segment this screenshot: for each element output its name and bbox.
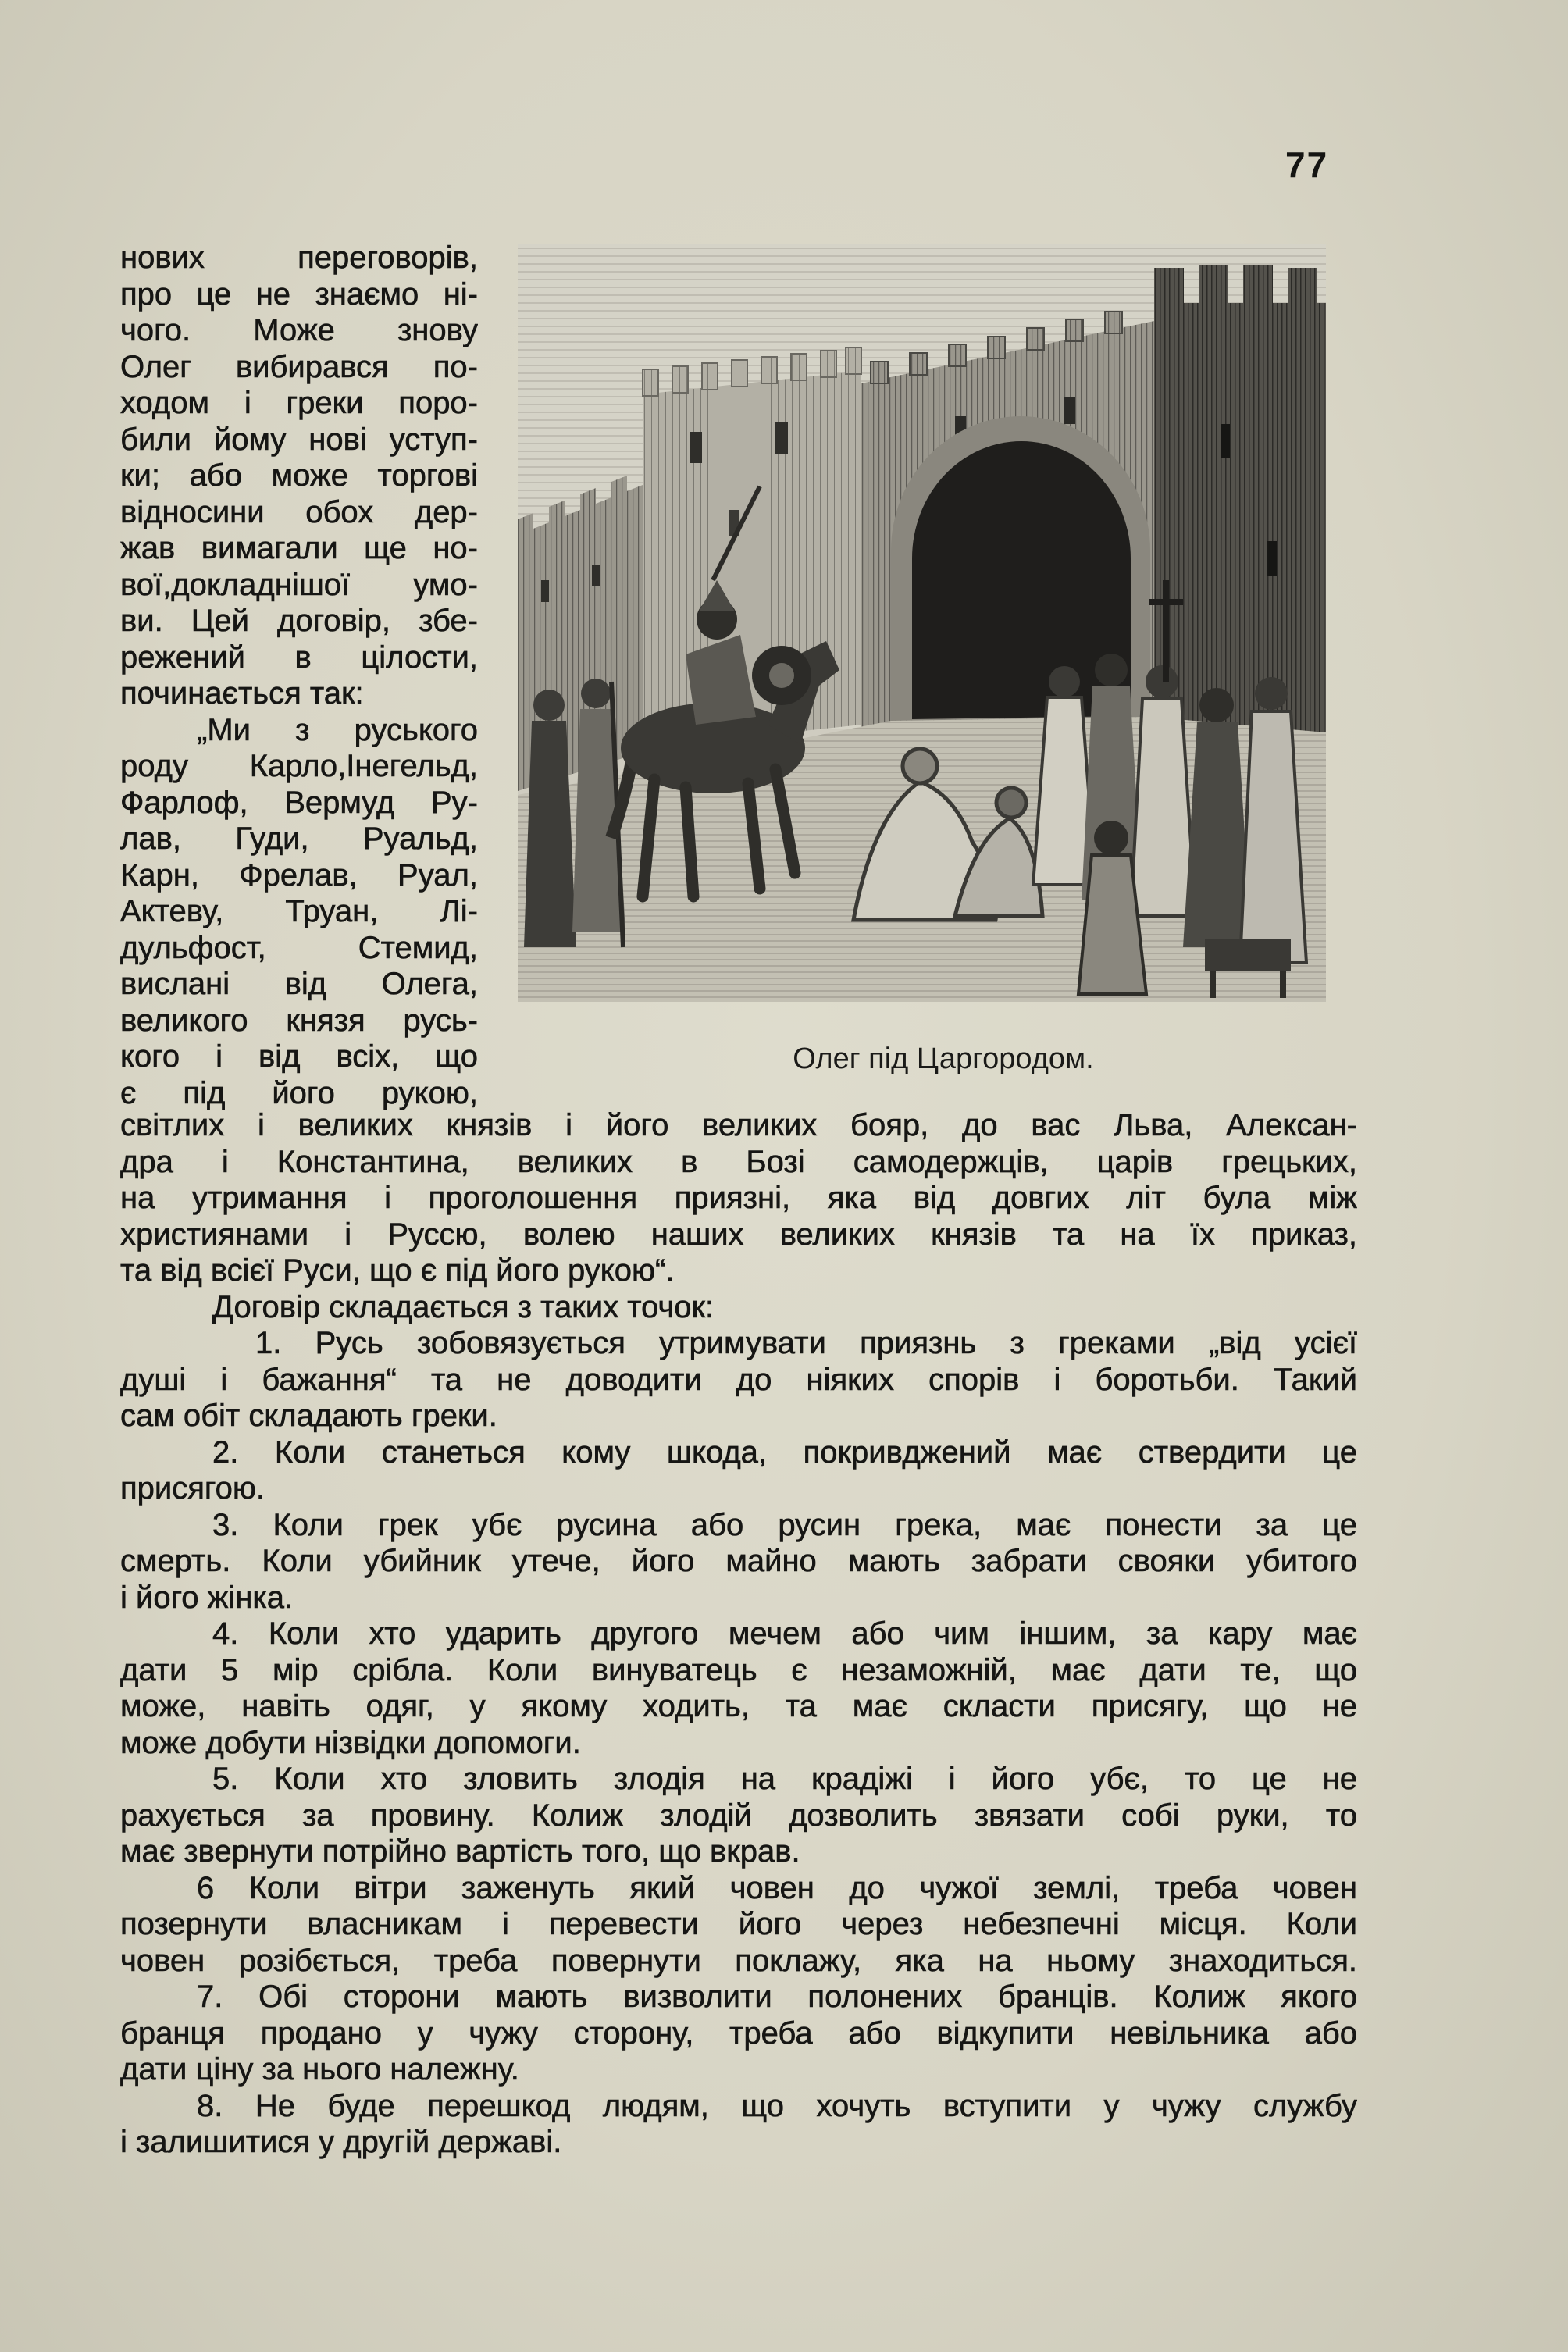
text-line: сам обіт складають греки. [120,1399,497,1433]
body-text [120,1107,1357,2161]
text-line: великого князя русь- [120,1003,478,1038]
text-line: били йому нові уступ- [120,422,478,457]
illustration [518,244,1326,1002]
text-line: та від всієї Руси, що є під його рукою“. [120,1253,675,1288]
text-line: присягою. [120,1471,265,1506]
text-line: відносини обох дер- [120,494,478,529]
text-line: 6 Коли вітри заженуть який човен до чужої землі, треба човен [197,1870,1357,1905]
text-line: 8. Не буде перешкод людям, що хочуть вступити у чужу службу [197,2088,1357,2123]
text-line: рахується за провину. Колиж злодій дозволить звязати собі руки, то [120,1798,1357,1833]
text-line: ходом і греки поро- [120,386,478,420]
text-line: дульфост, Стемид, [120,930,478,965]
text-line: дра і Константина, великих в Бозі самодержців, царів грецьких, [120,1144,1357,1179]
text-line: 2. Коли станеться кому шкода, покривджений має ствердити це [212,1434,1357,1470]
text-line: кого і від всіх, що [120,1039,478,1074]
text-line: має звернути потрійно вартість того, що вкрав. [120,1834,800,1869]
text-line: вислані від Олега, [120,967,478,1001]
text-line: дати ціну за нього належну. [120,2052,519,2087]
text-line: 4. Коли хто ударить другого мечем або чим іншим, за кару має [212,1616,1357,1651]
text-line: Фарлоф, Вермуд Ру- [120,785,478,820]
text-line: 7. Обі сторони мають визволити полонених бранців. Колиж якого [197,1980,1357,2014]
text-line: ки; або може торгові [120,458,478,493]
text-line: 3. Коли грек убє русина або русин грека, має понести за це [212,1507,1357,1542]
page-number: 77 [1285,144,1329,185]
text-line: чого. Може знову [120,313,478,347]
text-line: Олег вибирався по- [120,349,478,384]
text-line: починається так: [120,676,364,711]
text-line: роду Карло,Інегельд, [120,749,478,783]
text-line: вої,докладнішої умо- [120,567,478,602]
text-line: і його жінка. [120,1580,294,1615]
text-line: 5. Коли хто зловить злодія на крадіжі і його убє, то це не [212,1762,1357,1796]
text-line: нових переговорів, [120,241,478,275]
text-line: 1. Русь зобовязується утримувати приязнь з греками „від усієї [255,1326,1357,1360]
text-line: ви. Цей договір, збе- [120,604,478,638]
text-line: смерть. Коли убийник утече, його майно мають забрати свояки убитого [120,1544,1357,1578]
text-line: може добути нізвідки допомоги. [120,1725,581,1760]
illustration-caption: Олег під Царгородом. [793,1042,1094,1075]
text-line: Договір складається з таких точок: [212,1289,715,1324]
text-line: і залишитися у другій державі. [120,2125,562,2159]
text-line: може, навіть одяг, у якому ходить, та має скласти присягу, що не [120,1689,1357,1723]
text-line: Карн, Фрелав, Руал, [120,857,478,893]
text-line: на утримання і проголошення приязні, яка від довгих літ була між [120,1181,1357,1215]
text-line: є під його рукою, [120,1075,478,1110]
text-line: дати 5 мір срібла. Коли винуватець є незаможній, має дати те, що [120,1652,1357,1687]
text-line: „Ми з руського [197,712,478,747]
text-line: християнами і Руссю, волею наших великих князів та на їх приказ, [120,1217,1357,1252]
text-line: човен розібється, треба повернути поклажу, яка на ньому знаходиться. [120,1943,1357,1978]
text-line: жав вимагали ще но- [120,531,478,565]
text-line: бранця продано у чужу сторону, треба або відкупити невільника або [120,2015,1357,2051]
text-line: світлих і великих князів і його великих бояр, до вас Льва, Алексан- [120,1108,1357,1142]
text-line: душі і бажання“ та не доводити до ніяких спорів і боротьби. Такий [120,1362,1357,1397]
text-line: лав, Гуди, Руальд, [120,821,478,856]
text-column-left [120,240,478,1111]
text-line: позернути власникам і перевести його через небезпечні місця. Коли [120,1907,1357,1941]
text-line: про це не знаємо ні- [120,276,478,312]
text-line: режений в цілости, [120,640,478,675]
text-line: Актеву, Труан, Лі- [120,894,478,928]
